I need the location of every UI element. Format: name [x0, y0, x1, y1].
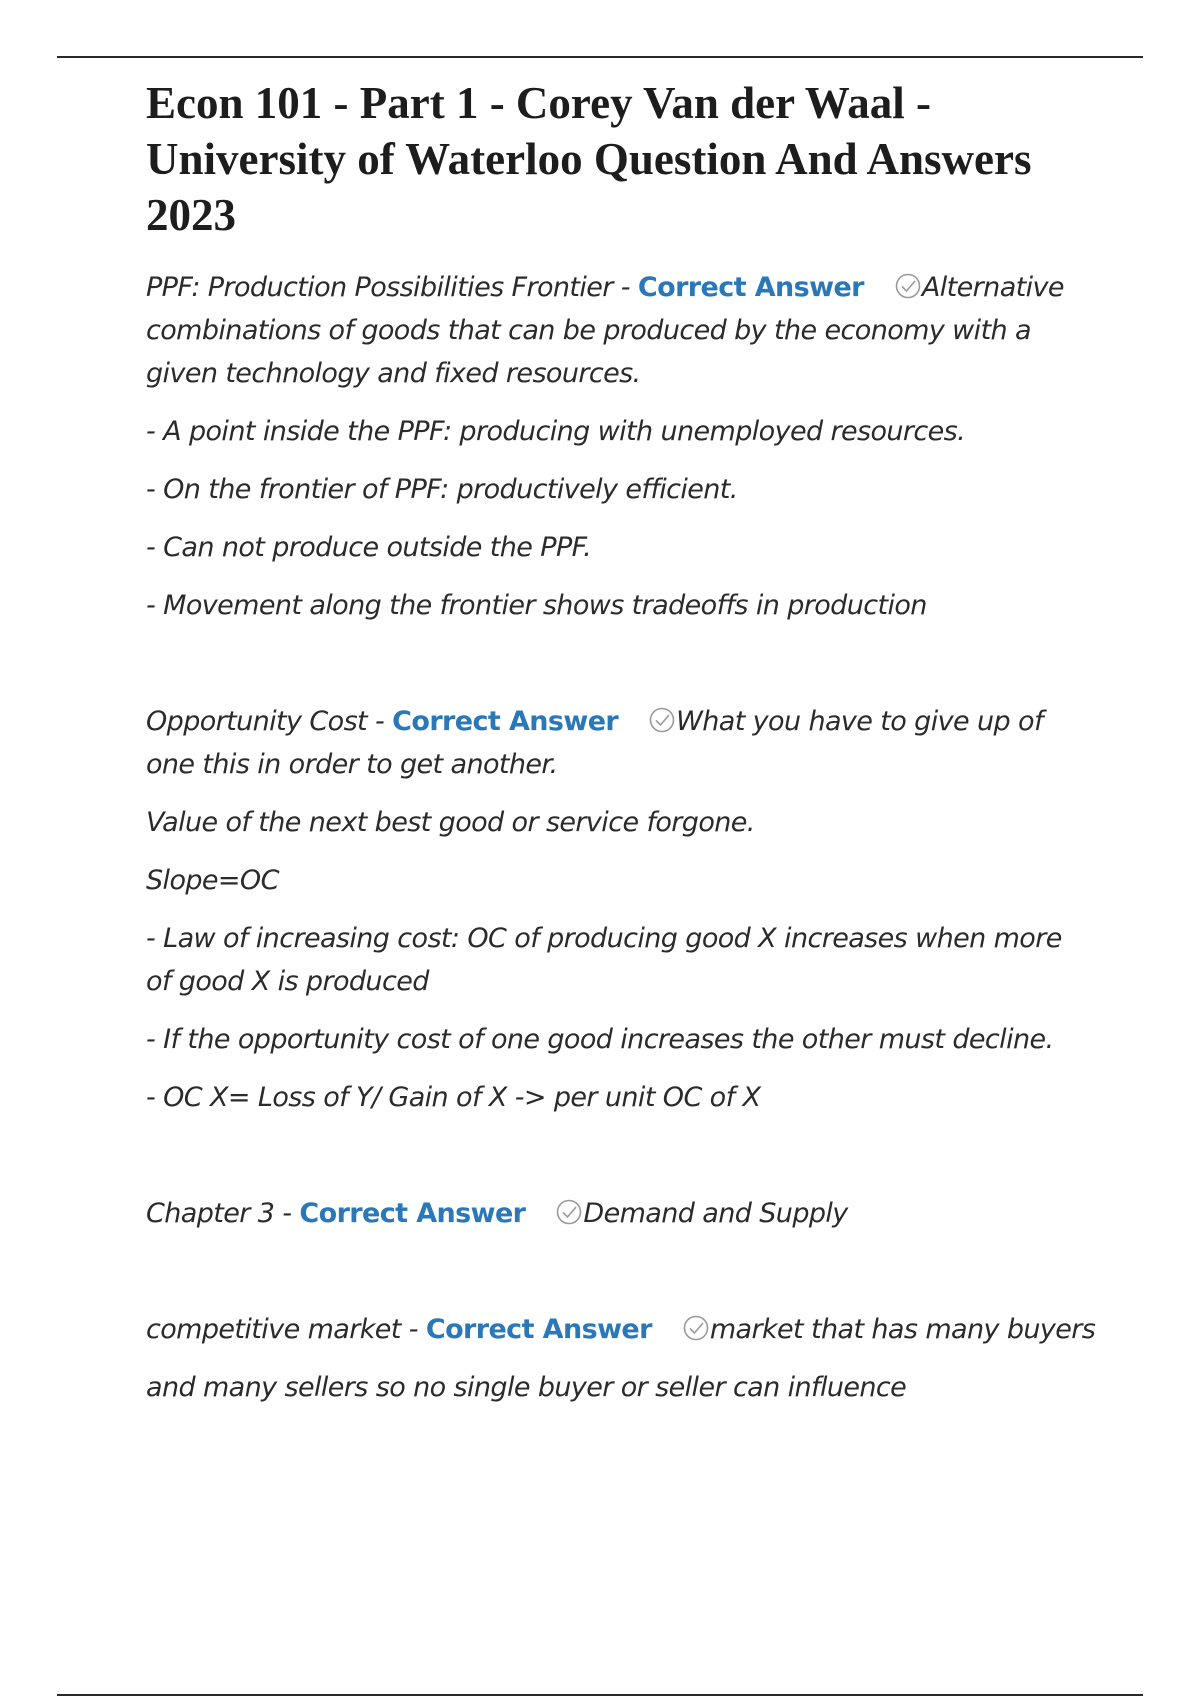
- entry-term: competitive market -: [146, 1314, 426, 1345]
- bottom-rule: [57, 1694, 1143, 1696]
- correct-answer-label: Correct Answer: [637, 272, 864, 303]
- spacer: [146, 642, 1086, 700]
- entry-detail: and many sellers so no single buyer or seller can influence: [146, 1372, 907, 1403]
- entry-question: [146, 1192, 1086, 1235]
- correct-answer-label: Correct Answer: [392, 706, 619, 737]
- correct-answer-label: Correct Answer: [425, 1314, 652, 1345]
- entry-opportunity-cost: [146, 700, 1086, 1119]
- entry-definition: Alternative combinations of goods that can be produced by the economy with a given technology and fixed resources.: [146, 272, 1064, 389]
- entry-detail: - Law of increasing cost: OC of producing good X increases when more of good X is produced: [146, 923, 1062, 997]
- document-title: Econ 101 - Part 1 - Corey Van der Waal - University of Waterloo Question And Answers 2023: [146, 78, 1032, 240]
- entry-question: [146, 266, 1086, 395]
- entry-detail: - Can not produce outside the PPF.: [146, 532, 592, 563]
- entry-detail: - On the frontier of PPF: productively efficient.: [146, 474, 738, 505]
- entry-detail: - OC X= Loss of Y/ Gain of X -> per unit OC of X: [146, 1082, 761, 1113]
- check-circle-icon: [648, 706, 676, 734]
- entry-definition: Demand and Supply: [583, 1198, 848, 1229]
- document-body: [146, 75, 1096, 1424]
- check-circle-icon: [894, 272, 922, 300]
- entry-definition: What you have to give up of one this in order to get another.: [146, 706, 1043, 780]
- entry-question: [146, 1308, 1096, 1351]
- entry-ppf: [146, 266, 1086, 627]
- entry-detail: - If the opportunity cost of one good increases the other must decline.: [146, 1024, 1054, 1055]
- entry-detail: Value of the next best good or service forgone.: [146, 807, 755, 838]
- entry-detail: - A point inside the PPF: producing with unemployed resources.: [146, 416, 966, 447]
- check-circle-icon: [682, 1314, 710, 1342]
- entry-question: [146, 700, 1086, 786]
- entry-detail: Slope=OC: [146, 865, 279, 896]
- spacer: [146, 1134, 1086, 1192]
- entry-competitive-market: [146, 1308, 1096, 1409]
- top-rule: [57, 56, 1143, 58]
- entry-term: Opportunity Cost -: [146, 706, 393, 737]
- entry-chapter-3: [146, 1192, 1086, 1235]
- entry-term: Chapter 3 -: [146, 1198, 300, 1229]
- entry-detail: - Movement along the frontier shows tradeoffs in production: [146, 590, 927, 621]
- entry-term: PPF: Production Possibilities Frontier -: [146, 272, 638, 303]
- correct-answer-label: Correct Answer: [299, 1198, 526, 1229]
- check-circle-icon: [555, 1198, 583, 1226]
- entry-definition: market that has many buyers: [709, 1314, 1096, 1345]
- spacer: [146, 1250, 1086, 1308]
